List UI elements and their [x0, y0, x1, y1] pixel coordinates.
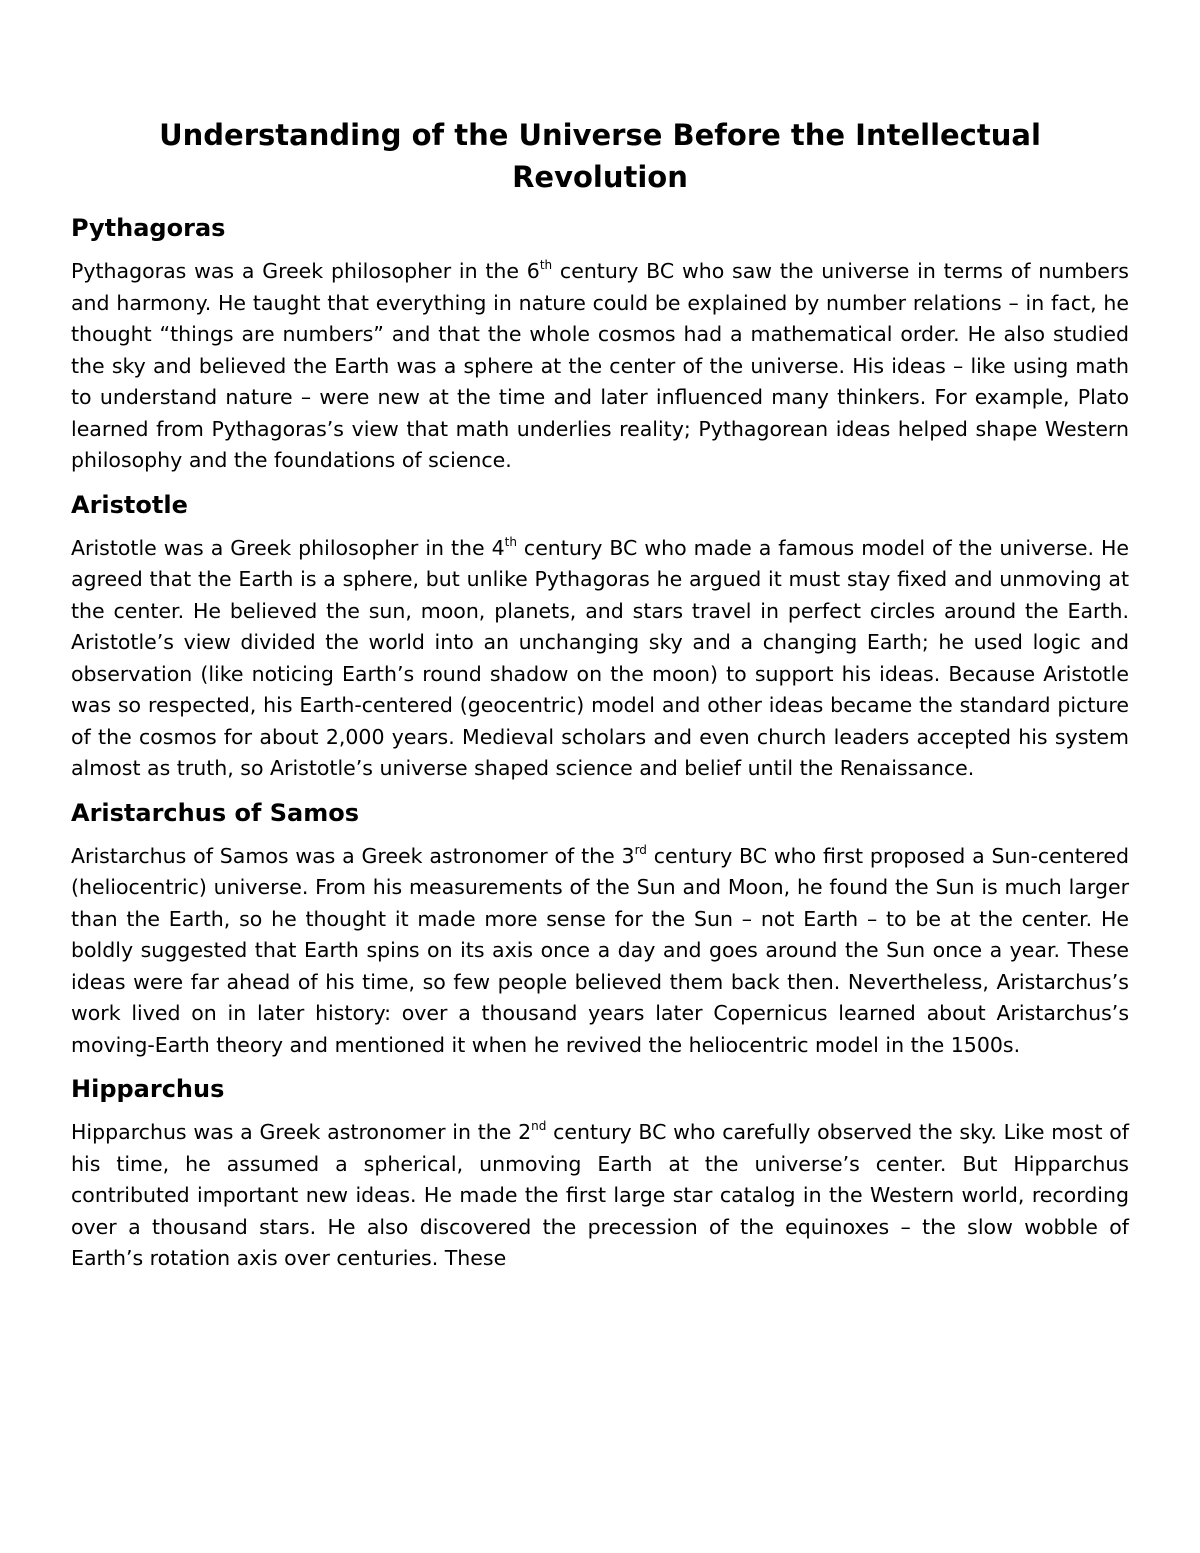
- ordinal-suffix: nd: [531, 1119, 547, 1133]
- section-paragraph: [71, 841, 1129, 1062]
- section-heading: Pythagoras: [71, 214, 226, 242]
- section-aristotle: [71, 489, 1129, 785]
- paragraph-text-start: Hipparchus was a Greek astronomer in the 2: [71, 1120, 532, 1144]
- section-heading: Hipparchus: [71, 1075, 225, 1103]
- paragraph-text-start: Aristarchus of Samos was a Greek astronomer of the 3: [71, 843, 635, 868]
- paragraph-text-start: Pythagoras was a Greek philosopher in the 6: [71, 259, 540, 283]
- ordinal-suffix: th: [504, 534, 517, 549]
- section-aristarchus: [71, 797, 1129, 1062]
- paragraph-text-rest: century BC who carefully observed the sky. Like most of his time, he assumed a spherical, unmoving Earth at the universe’s center. But Hipparchus contributed important new ideas. He made the first large star catalog in the Western world, recording over a thousand stars. He also discovered the precession of the equinoxes – the slow wobble of Earth’s rotation axis over centuries. These: [71, 1120, 1130, 1270]
- section-paragraph: [71, 1117, 1129, 1275]
- section-pythagoras: [71, 212, 1129, 477]
- section-heading: Aristotle: [71, 490, 188, 519]
- section-paragraph: [71, 256, 1129, 477]
- document-page: [71, 114, 1129, 1287]
- section-heading: Aristarchus of Samos: [71, 798, 360, 827]
- document-title: Understanding of the Universe Before the Intellectual Revolution: [159, 118, 1041, 194]
- section-hipparchus: [71, 1073, 1129, 1275]
- paragraph-text-start: Aristotle was a Greek philosopher in the 4: [71, 535, 505, 560]
- ordinal-suffix: rd: [634, 842, 647, 857]
- section-paragraph: [71, 533, 1129, 785]
- paragraph-text-rest: century BC who saw the universe in terms of numbers and harmony. He taught that everything in nature could be explained by number relations – in fact, he thought “things are numbers” and that the whole cosmos had a mathematical order. He also studied the sky and believed the Earth was a sphere at the center of the universe. His ideas – like using math to understand nature – were new at the time and later influenced many thinkers. For example, Plato learned from Pythagoras’s view that math underlies reality; Pythagorean ideas helped shape Western philosophy and the foundations of science.: [71, 259, 1129, 472]
- ordinal-suffix: th: [539, 258, 553, 272]
- paragraph-text-rest: century BC who made a famous model of the universe. He agreed that the Earth is a sphere, but unlike Pythagoras he argued it must stay fixed and unmoving at the center. He believed the sun, moon, planets, and stars travel in perfect circles around the Earth. Aristotle’s view divided the world into an unchanging sky and a changing Earth; he used logic and observation (like noticing Earth’s round shadow on the moon) to support his ideas. Because Aristotle was so respected, his Earth-centered (geocentric) model and other ideas became the standard picture of the cosmos for about 2,000 years. Medieval scholars and even church leaders accepted his system almost as truth, so Aristotle’s universe shaped science and belief until the Renaissance.: [71, 535, 1129, 780]
- paragraph-text-rest: century BC who first proposed a Sun-centered (heliocentric) universe. From his measurements of the Sun and Moon, he found the Sun is much larger than the Earth, so he thought it made more sense for the Sun – not Earth – to be at the center. He boldly suggested that Earth spins on its axis once a day and goes around the Sun once a year. These ideas were far ahead of his time, so few people believed them back then. Nevertheless, Aristarchus’s work lived on in later history: over a thousand years later Copernicus learned about Aristarchus’s moving-Earth theory and mentioned it when he revived the heliocentric model in the 1500s.: [71, 843, 1129, 1057]
